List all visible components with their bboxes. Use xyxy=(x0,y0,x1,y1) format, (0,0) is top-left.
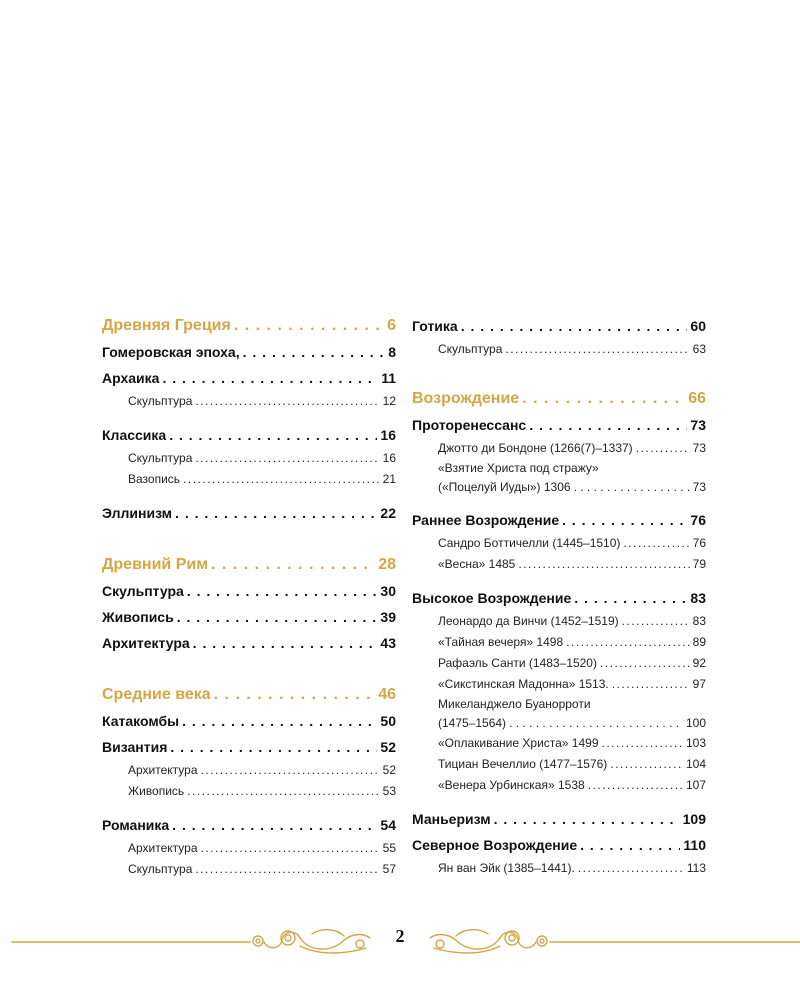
dot-leader xyxy=(187,781,379,802)
toc-page: 16 xyxy=(380,427,396,443)
dot-leader xyxy=(505,339,689,360)
spacer xyxy=(102,490,396,500)
toc-chapter-hellenism[interactable] xyxy=(102,500,396,526)
toc-title: Высокое Возрождение xyxy=(412,590,572,606)
toc-page: 110 xyxy=(683,837,706,853)
toc-entry-leonardo[interactable] xyxy=(412,611,706,632)
toc-page: 57 xyxy=(382,862,396,876)
toc-page: 52 xyxy=(380,739,396,755)
toc-chapter-rome-sculpture[interactable] xyxy=(102,578,396,604)
toc-title: Северное Возрождение xyxy=(412,837,578,853)
toc-entry-raphael[interactable] xyxy=(412,653,706,674)
toc-title: Романика xyxy=(102,817,170,833)
dot-leader xyxy=(182,708,377,734)
toc-entry-rom-sculpture[interactable] xyxy=(102,859,396,880)
toc-page: 22 xyxy=(380,505,396,521)
toc-title: Средние века xyxy=(102,686,211,703)
toc-title: «Весна» 1485 xyxy=(438,557,516,571)
toc-page: 100 xyxy=(685,716,706,730)
toc-section-greece[interactable] xyxy=(102,313,396,339)
spacer xyxy=(412,575,706,585)
toc-page: 16 xyxy=(382,451,396,465)
toc-entry-giotto[interactable] xyxy=(412,438,706,459)
dot-leader xyxy=(170,734,377,760)
toc-page: 113 xyxy=(686,861,706,875)
dot-leader xyxy=(172,812,377,838)
toc-page: 76 xyxy=(690,512,706,528)
dot-leader xyxy=(195,859,379,880)
toc-entry-rom-arch[interactable] xyxy=(102,838,396,859)
dot-leader xyxy=(588,775,683,796)
dot-leader xyxy=(461,313,688,339)
toc-title: Проторенессанс xyxy=(412,417,527,433)
toc-page: 73 xyxy=(690,417,706,433)
dot-leader xyxy=(574,585,687,611)
dot-leader xyxy=(177,604,378,630)
toc-title: Классика xyxy=(102,427,167,443)
dot-leader xyxy=(509,714,683,733)
dot-leader xyxy=(580,832,680,858)
toc-page: 53 xyxy=(382,784,396,798)
dot-leader xyxy=(623,533,689,554)
toc-page: 83 xyxy=(690,590,706,606)
toc-page: 12 xyxy=(382,394,396,408)
dot-leader xyxy=(234,313,384,339)
dot-leader xyxy=(201,760,380,781)
toc-entry-supper[interactable] xyxy=(412,632,706,653)
toc-page: 50 xyxy=(380,713,396,729)
toc-page: 30 xyxy=(380,583,396,599)
toc-title: Скульптура xyxy=(102,583,184,599)
dot-leader xyxy=(566,632,689,653)
toc-title: Живопись xyxy=(128,784,185,798)
toc-page: 79 xyxy=(692,557,706,571)
dot-leader xyxy=(494,806,680,832)
toc-entry-titian[interactable] xyxy=(412,754,706,775)
toc-title: Маньеризм xyxy=(412,811,491,827)
toc-title: Катакомбы xyxy=(102,713,180,729)
toc-page: 46 xyxy=(378,686,396,703)
toc-page: 104 xyxy=(685,757,706,771)
toc-line xyxy=(438,714,706,733)
toc-chapter-homer[interactable] xyxy=(102,339,396,365)
toc-entry-lamentation[interactable] xyxy=(412,733,706,754)
toc-title-line: «Взятие Христа под стражу» xyxy=(438,461,599,475)
toc-page: 6 xyxy=(387,317,396,334)
toc-chapter-mannerism[interactable] xyxy=(412,806,706,832)
toc-title: Вазопись xyxy=(128,472,181,486)
toc-title: Архаика xyxy=(102,370,160,386)
toc-entry-botticelli[interactable] xyxy=(412,533,706,554)
page-number: 2 xyxy=(395,926,405,946)
toc-page: 11 xyxy=(381,370,396,386)
toc-title: Рафаэль Санти (1483–1520) xyxy=(438,656,597,670)
toc-title: Архитектура xyxy=(128,841,198,855)
toc-title: Живопись xyxy=(102,609,174,625)
dot-leader xyxy=(518,554,689,575)
toc-title: (1475–1564) xyxy=(438,716,507,730)
toc-page: 103 xyxy=(685,736,706,750)
toc-entry-venus[interactable] xyxy=(412,775,706,796)
spacer xyxy=(102,526,396,552)
dot-leader xyxy=(162,365,378,391)
toc-section-middle-ages[interactable] xyxy=(102,682,396,708)
toc-chapter-catacombs[interactable] xyxy=(102,708,396,734)
toc-title: («Поцелуй Иуды») 1306 xyxy=(438,480,571,494)
toc-page: 109 xyxy=(682,811,706,827)
toc-left-column xyxy=(102,313,396,880)
toc-page: 55 xyxy=(382,841,396,855)
toc-title: Архитектура xyxy=(102,635,190,651)
toc-page: 60 xyxy=(690,318,706,334)
toc-title: Архитектура xyxy=(128,763,198,777)
toc-entry-kiss[interactable] xyxy=(412,459,706,497)
toc-entry-spring[interactable] xyxy=(412,554,706,575)
dot-leader xyxy=(201,838,380,859)
toc-title: Скульптура xyxy=(438,342,503,356)
dot-leader xyxy=(193,630,378,656)
toc-title: Скульптура xyxy=(128,451,193,465)
dot-leader xyxy=(195,391,379,412)
dot-leader xyxy=(600,653,690,674)
dot-leader xyxy=(529,412,687,438)
toc-page: 73 xyxy=(692,480,706,494)
toc-section-renaissance[interactable] xyxy=(412,386,706,412)
dot-leader xyxy=(574,478,690,497)
toc-entry-sistine[interactable] xyxy=(412,674,706,695)
toc-title: Скульптура xyxy=(128,394,193,408)
spacer xyxy=(102,802,396,812)
dot-leader xyxy=(602,733,683,754)
dot-leader xyxy=(636,438,690,459)
toc-title-line: Микеланджело Буанорроти xyxy=(438,697,591,711)
toc-page: 89 xyxy=(692,635,706,649)
toc-title: Готика xyxy=(412,318,458,334)
toc-title: Гомеровская эпоха, xyxy=(102,344,240,360)
toc-page: 76 xyxy=(692,536,706,550)
toc-page: 54 xyxy=(380,817,396,833)
toc-chapter-classic[interactable] xyxy=(102,422,396,448)
dot-leader xyxy=(612,674,690,695)
toc-page: 63 xyxy=(692,342,706,356)
toc-page: 52 xyxy=(382,763,396,777)
toc-title: Леонардо да Винчи (1452–1519) xyxy=(438,614,619,628)
toc-entry-byz-arch[interactable] xyxy=(102,760,396,781)
toc-page: 66 xyxy=(688,390,706,407)
toc-title: Скульптура xyxy=(128,862,193,876)
dot-leader xyxy=(243,339,386,365)
toc-entry-eyck[interactable] xyxy=(412,858,706,879)
toc-chapter-rome-arch[interactable] xyxy=(102,630,396,656)
toc-entry-gothic-sculpture[interactable] xyxy=(412,339,706,360)
toc-chapter-proto[interactable] xyxy=(412,412,706,438)
flourish-right-icon xyxy=(430,930,547,953)
toc-chapter-high[interactable] xyxy=(412,585,706,611)
toc-page: 21 xyxy=(382,472,396,486)
toc-chapter-romanesque[interactable] xyxy=(102,812,396,838)
toc-title: Древний Рим xyxy=(102,556,209,573)
toc-title: Раннее Возрождение xyxy=(412,512,560,528)
toc-entry-byz-painting[interactable] xyxy=(102,781,396,802)
dot-leader xyxy=(622,611,690,632)
toc-entry-classic-sculpture[interactable] xyxy=(102,448,396,469)
toc-title: Возрождение xyxy=(412,390,520,407)
spacer xyxy=(412,796,706,806)
flourish-left-icon xyxy=(253,930,370,953)
dot-leader xyxy=(578,858,684,879)
toc-title: «Сикстинская Мадонна» 1513. xyxy=(438,677,609,691)
toc-entry-archaic-sculpture[interactable] xyxy=(102,391,396,412)
spacer xyxy=(412,360,706,386)
dot-leader xyxy=(522,386,685,412)
toc-line xyxy=(438,478,706,497)
dot-leader xyxy=(175,500,377,526)
toc-page: 8 xyxy=(388,344,396,360)
toc-title: Джотто ди Бондоне (1266(7)–1337) xyxy=(438,441,633,455)
toc-section-rome[interactable] xyxy=(102,552,396,578)
toc-chapter-archaic[interactable] xyxy=(102,365,396,391)
spacer xyxy=(412,497,706,507)
toc-title: Сандро Боттичелли (1445–1510) xyxy=(438,536,621,550)
toc-title: Ян ван Эйк (1385–1441). xyxy=(438,861,575,875)
toc-page: 107 xyxy=(685,778,706,792)
toc-page: 83 xyxy=(692,614,706,628)
dot-leader xyxy=(195,448,379,469)
dot-leader xyxy=(211,552,375,578)
toc-title: «Оплакивание Христа» 1499 xyxy=(438,736,599,750)
dot-leader xyxy=(169,422,377,448)
toc-right-column xyxy=(412,313,706,879)
toc-title: «Тайная вечеря» 1498 xyxy=(438,635,564,649)
toc-chapter-byzantium[interactable] xyxy=(102,734,396,760)
toc-title: Эллинизм xyxy=(102,505,173,521)
toc-entry-classic-vase[interactable] xyxy=(102,469,396,490)
toc-page: 92 xyxy=(692,656,706,670)
toc-title: Византия xyxy=(102,739,168,755)
dot-leader xyxy=(610,754,683,775)
toc-title: Древняя Греция xyxy=(102,317,231,334)
toc-chapter-northern[interactable] xyxy=(412,832,706,858)
toc-chapter-gothic[interactable] xyxy=(412,313,706,339)
toc-page: 97 xyxy=(692,677,706,691)
toc-page: 28 xyxy=(378,556,396,573)
toc-page: 39 xyxy=(380,609,396,625)
toc-entry-michelangelo[interactable] xyxy=(412,695,706,733)
dot-leader xyxy=(214,682,376,708)
toc-title: «Венера Урбинская» 1538 xyxy=(438,778,585,792)
spacer xyxy=(102,412,396,422)
spacer xyxy=(102,656,396,682)
toc-chapter-rome-painting[interactable] xyxy=(102,604,396,630)
toc-title: Тициан Вечеллио (1477–1576) xyxy=(438,757,608,771)
toc-chapter-early[interactable] xyxy=(412,507,706,533)
toc-page: 43 xyxy=(380,635,396,651)
dot-leader xyxy=(562,507,687,533)
dot-leader xyxy=(183,469,380,490)
dot-leader xyxy=(187,578,378,604)
toc-page: 73 xyxy=(692,441,706,455)
